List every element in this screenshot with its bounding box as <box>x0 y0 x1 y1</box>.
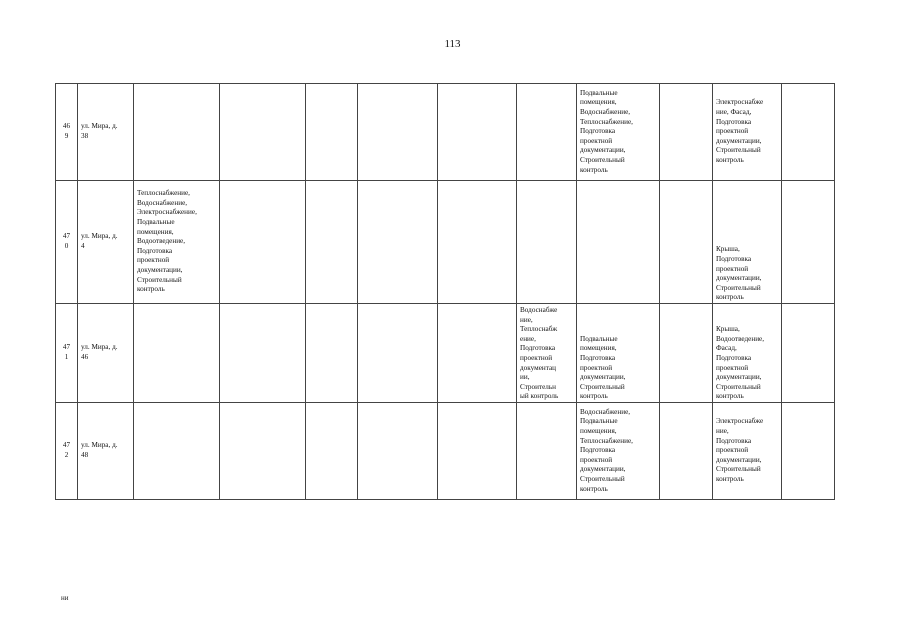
table-cell <box>306 84 358 181</box>
address-cell: ул. Мира, д. 48 <box>78 403 134 500</box>
table-cell <box>660 403 713 500</box>
table-cell <box>438 181 517 304</box>
table-cell <box>358 181 438 304</box>
row-number: 46 9 <box>56 84 78 181</box>
table-cell: Водоснабжение, Подвальные помещения, Теплоснабжение, Подготовка проектной документации, Строительный контроль <box>577 403 660 500</box>
table-cell <box>306 181 358 304</box>
table-row <box>56 84 835 181</box>
table-cell <box>358 304 438 403</box>
table-cell <box>134 84 220 181</box>
table-cell: Теплоснабжение, Водоснабжение, Электроснабжение, Подвальные помещения, Водоотведение, Подготовка проектной документации, Строительный контроль <box>134 181 220 304</box>
table-cell <box>438 403 517 500</box>
works-table <box>55 83 835 500</box>
table-row <box>56 304 835 403</box>
table-cell <box>358 84 438 181</box>
table-cell: Электроснабже ние, Фасад, Подготовка проектной документации, Строительный контроль <box>713 84 782 181</box>
table-cell <box>220 304 306 403</box>
row-number: 47 2 <box>56 403 78 500</box>
table-cell <box>782 403 835 500</box>
page-number: 113 <box>444 38 461 50</box>
row-number: 47 0 <box>56 181 78 304</box>
table-cell <box>782 304 835 403</box>
table-cell: Крыша, Водоотведение, Фасад, Подготовка проектной документации, Строительный контроль <box>713 304 782 403</box>
table-cell <box>306 304 358 403</box>
table-row <box>56 403 835 500</box>
address-cell: ул. Мира, д. 38 <box>78 84 134 181</box>
table-cell <box>782 181 835 304</box>
table-cell <box>134 403 220 500</box>
table-cell <box>517 403 577 500</box>
table-cell <box>134 304 220 403</box>
table-cell <box>782 84 835 181</box>
table-cell <box>438 84 517 181</box>
table-row <box>56 181 835 304</box>
table-cell <box>306 403 358 500</box>
table-cell <box>660 84 713 181</box>
address-cell: ул. Мира, д. 46 <box>78 304 134 403</box>
table-cell <box>220 84 306 181</box>
table-cell <box>517 181 577 304</box>
table-cell: Крыша, Подготовка проектной документации, Строительный контроль <box>713 181 782 304</box>
table-cell <box>660 304 713 403</box>
table-cell: Электроснабже ние, Подготовка проектной документации, Строительный контроль <box>713 403 782 500</box>
table-cell <box>220 403 306 500</box>
table-cell: Подвальные помещения, Водоснабжение, Теплоснабжение, Подготовка проектной документации, Строительный контроль <box>577 84 660 181</box>
table-cell: Водоснабже ние, Теплоснабж ение, Подготовка проектной документац ии, Строительн ый контроль <box>517 304 577 403</box>
table-cell <box>438 304 517 403</box>
table-cell <box>358 403 438 500</box>
address-cell: ул. Мира, д. 4 <box>78 181 134 304</box>
table-cell: Подвальные помещения, Подготовка проектной документации, Строительный контроль <box>577 304 660 403</box>
footer-mark: ни <box>61 594 69 602</box>
table-cell <box>660 181 713 304</box>
table-cell <box>577 181 660 304</box>
table-cell <box>517 84 577 181</box>
row-number: 47 1 <box>56 304 78 403</box>
table-cell <box>220 181 306 304</box>
